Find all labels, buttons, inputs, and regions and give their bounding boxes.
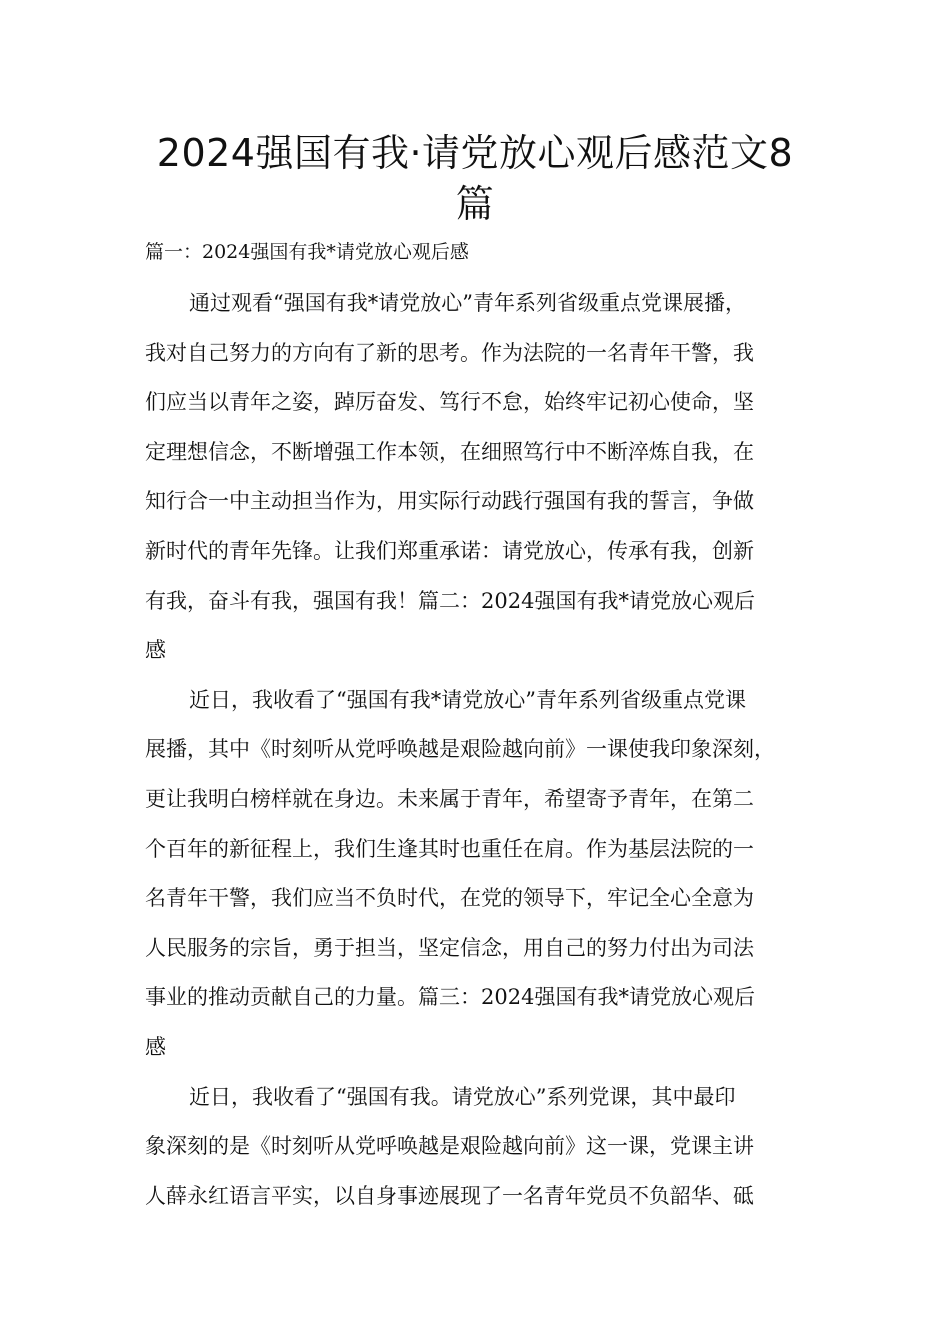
section-heading: 篇一：2024强国有我*请党放心观后感 — [145, 241, 469, 263]
paragraph-line: 名青年干警，我们应当不负时代，在党的领导下，牢记全心全意为 — [145, 886, 754, 911]
paragraph-line: 事业的推动贡献自己的力量。篇三：2024强国有我*请党放心观后 — [145, 985, 755, 1010]
paragraph — [145, 279, 820, 676]
paragraph-line: 有我，奋斗有我，强国有我！篇二：2024强国有我*请党放心观后 — [145, 588, 755, 613]
paragraph-line: 我对自己努力的方向有了新的思考。作为法院的一名青年干警，我 — [145, 340, 754, 365]
paragraph-line: 人民服务的宗旨，勇于担当，坚定信念，用自己的努力付出为司法 — [145, 935, 754, 960]
title-line: 2024强国有我·请党放心观后感范文8 — [156, 131, 794, 175]
paragraph-line: 人薛永红语言平实，以自身事迹展现了一名青年党员不负韶华、砥 — [145, 1183, 754, 1208]
paragraph-line: 新时代的青年先锋。让我们郑重承诺：请党放心，传承有我，创新 — [145, 538, 754, 563]
paragraph-line: 更让我明白榜样就在身边。未来属于青年，希望寄予青年，在第二 — [145, 786, 754, 811]
paragraph-line: 知行合一中主动担当作为，用实际行动践行强国有我的誓言，争做 — [145, 489, 754, 514]
paragraph-line: 们应当以青年之姿，踔厉奋发、笃行不怠，始终牢记初心使命，坚 — [145, 390, 754, 415]
paragraph-line: 展播，其中《时刻听从党呼唤越是艰险越向前》一课使我印象深刻， — [145, 737, 775, 762]
paragraph — [145, 1073, 820, 1222]
document-body — [145, 234, 820, 1221]
paragraph-line: 感 — [145, 1034, 166, 1059]
title-line: 篇 — [455, 182, 495, 226]
paragraph-line: 个百年的新征程上，我们生逢其时也重任在肩。作为基层法院的一 — [145, 836, 754, 861]
paragraph-line: 定理想信念，不断增强工作本领，在细照笃行中不断淬炼自我，在 — [145, 439, 754, 464]
paragraph-line: 象深刻的是《时刻听从党呼唤越是艰险越向前》这一课，党课主讲 — [145, 1134, 754, 1159]
paragraph-line: 通过观看“强国有我*请党放心”青年系列省级重点党课展播， — [189, 291, 746, 315]
paragraph — [145, 676, 820, 1073]
paragraph-line: 感 — [145, 638, 166, 663]
document-title — [120, 128, 830, 230]
paragraph-line: 近日，我收看了“强国有我。请党放心”系列党课，其中最印 — [189, 1084, 736, 1109]
paragraph-line: 近日，我收看了“强国有我*请党放心”青年系列省级重点党课 — [189, 687, 746, 712]
